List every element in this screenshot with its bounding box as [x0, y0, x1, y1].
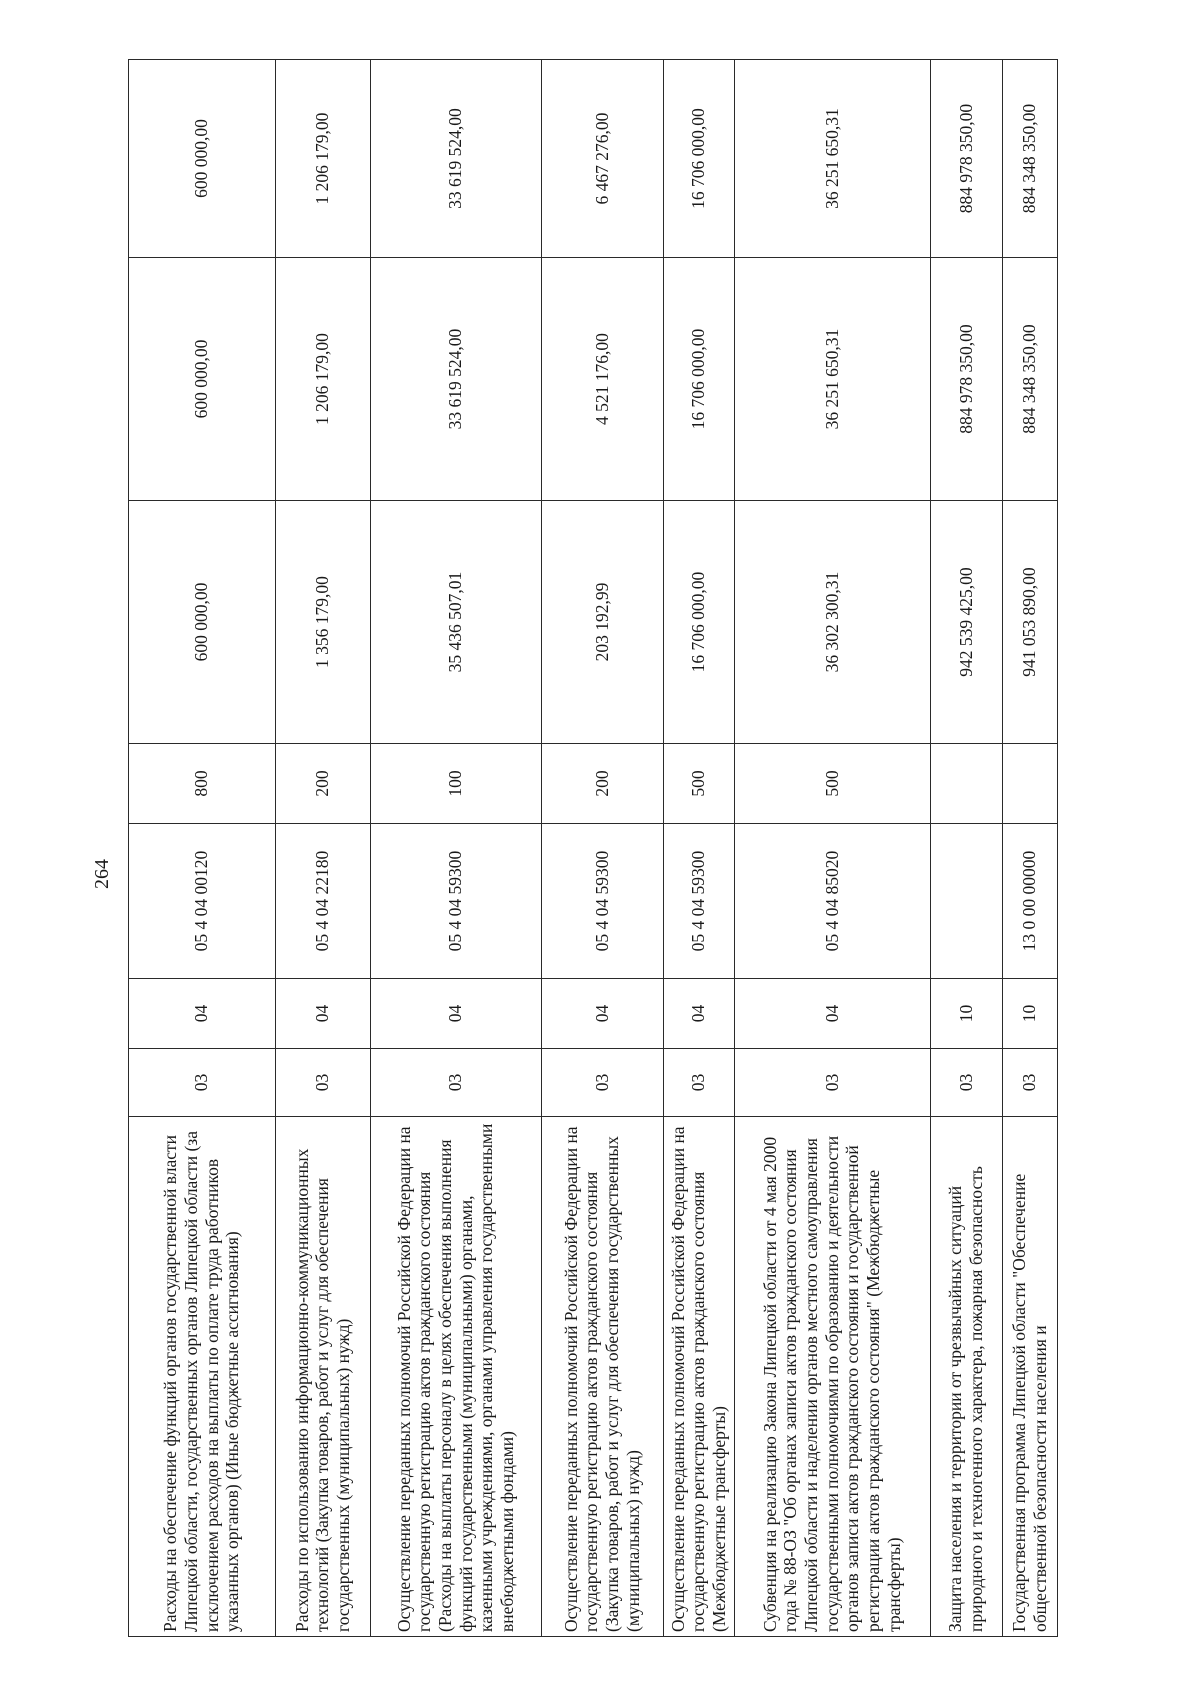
table-row [371, 60, 542, 1637]
amount-year-2: 16 706 000,00 [664, 258, 735, 501]
target-article-code: 05 4 04 00120 [129, 824, 276, 979]
amount-year-3: 36 251 650,31 [735, 60, 931, 258]
page-number: 264 [91, 859, 113, 889]
subsection-code: 04 [735, 979, 931, 1049]
target-article-code [931, 824, 1003, 979]
expense-kind-code: 500 [735, 744, 931, 824]
section-code: 03 [1003, 1049, 1058, 1117]
section-code: 03 [276, 1049, 371, 1117]
amount-year-2: 600 000,00 [129, 258, 276, 501]
target-article-code: 05 4 04 59300 [664, 824, 735, 979]
amount-year-1: 35 436 507,01 [371, 501, 542, 744]
amount-year-3: 6 467 276,00 [542, 60, 664, 258]
expense-kind-code [931, 744, 1003, 824]
table-row [931, 60, 1003, 1637]
section-code: 03 [664, 1049, 735, 1117]
row-description: Субвенция на реализацию Закона Липецкой области от 4 мая 2000 года № 88-ОЗ "Об органах записи актов гражданского состояния Липецкой области и наделении органов местного самоуправления государственными полномочиями по образованию и деятельности органов записи актов гражданского состояния и государственной регистрации актов гражданского состояния" (Межбюджетные трансферты) [735, 1117, 931, 1637]
budget-table-container [128, 60, 1092, 1637]
amount-year-2: 4 521 176,00 [542, 258, 664, 501]
amount-year-2: 33 619 524,00 [371, 258, 542, 501]
target-article-code: 13 0 00 00000 [1003, 824, 1058, 979]
expense-kind-code: 200 [542, 744, 664, 824]
row-description: Защита населения и территории от чрезвычайных ситуаций природного и техногенного характера, пожарная безопасность [931, 1117, 1003, 1637]
amount-year-1: 1 356 179,00 [276, 501, 371, 744]
section-code: 03 [542, 1049, 664, 1117]
amount-year-3: 884 348 350,00 [1003, 60, 1058, 258]
target-article-code: 05 4 04 22180 [276, 824, 371, 979]
target-article-code: 05 4 04 85020 [735, 824, 931, 979]
expense-kind-code: 200 [276, 744, 371, 824]
target-article-code: 05 4 04 59300 [542, 824, 664, 979]
amount-year-3: 1 206 179,00 [276, 60, 371, 258]
amount-year-1: 16 706 000,00 [664, 501, 735, 744]
expense-kind-code: 800 [129, 744, 276, 824]
amount-year-2: 884 978 350,00 [931, 258, 1003, 501]
row-description: Осуществление переданных полномочий Российской Федерации на государственную регистрацию актов гражданского состояния (Межбюджетные трансферты) [664, 1117, 735, 1637]
budget-table [128, 59, 1058, 1637]
amount-year-1: 941 053 890,00 [1003, 501, 1058, 744]
expense-kind-code: 500 [664, 744, 735, 824]
table-row [1003, 60, 1058, 1637]
amount-year-2: 1 206 179,00 [276, 258, 371, 501]
amount-year-1: 600 000,00 [129, 501, 276, 744]
subsection-code: 04 [276, 979, 371, 1049]
amount-year-3: 884 978 350,00 [931, 60, 1003, 258]
section-code: 03 [129, 1049, 276, 1117]
target-article-code: 05 4 04 59300 [371, 824, 542, 979]
subsection-code: 10 [931, 979, 1003, 1049]
amount-year-1: 36 302 300,31 [735, 501, 931, 744]
row-description: Расходы на обеспечение функций органов государственной власти Липецкой области, государственных органов Липецкой области (за исключением расходов на выплаты по оплате труда работников указанных органов) (Иные бюджетные ассигнования) [129, 1117, 276, 1637]
row-description: Расходы по использованию информационно-коммуникационных технологий (Закупка товаров, работ и услуг для обеспечения государственных (муниципальных) нужд) [276, 1117, 371, 1637]
amount-year-3: 16 706 000,00 [664, 60, 735, 258]
expense-kind-code [1003, 744, 1058, 824]
amount-year-2: 884 348 350,00 [1003, 258, 1058, 501]
amount-year-3: 600 000,00 [129, 60, 276, 258]
table-row [542, 60, 664, 1637]
table-row [735, 60, 931, 1637]
table-row [129, 60, 276, 1637]
row-description: Осуществление переданных полномочий Российской Федерации на государственную регистрацию актов гражданского состояния (Расходы на выплаты персоналу в целях обеспечения выполнения функций государственными (муниципальными) органами, казенными учреждениями, органами управления государственными внебюджетными фондами) [371, 1117, 542, 1637]
amount-year-1: 942 539 425,00 [931, 501, 1003, 744]
subsection-code: 10 [1003, 979, 1058, 1049]
amount-year-2: 36 251 650,31 [735, 258, 931, 501]
table-row [664, 60, 735, 1637]
table-row [276, 60, 371, 1637]
section-code: 03 [931, 1049, 1003, 1117]
subsection-code: 04 [664, 979, 735, 1049]
amount-year-1: 203 192,99 [542, 501, 664, 744]
row-description: Осуществление переданных полномочий Российской Федерации на государственную регистрацию актов гражданского состояния (Закупка товаров, работ и услуг для обеспечения государственных (муниципальных) нужд) [542, 1117, 664, 1637]
subsection-code: 04 [542, 979, 664, 1049]
section-code: 03 [735, 1049, 931, 1117]
subsection-code: 04 [371, 979, 542, 1049]
expense-kind-code: 100 [371, 744, 542, 824]
section-code: 03 [371, 1049, 542, 1117]
subsection-code: 04 [129, 979, 276, 1049]
amount-year-3: 33 619 524,00 [371, 60, 542, 258]
row-description: Государственная программа Липецкой области "Обеспечение общественной безопасности населения и [1003, 1117, 1058, 1637]
